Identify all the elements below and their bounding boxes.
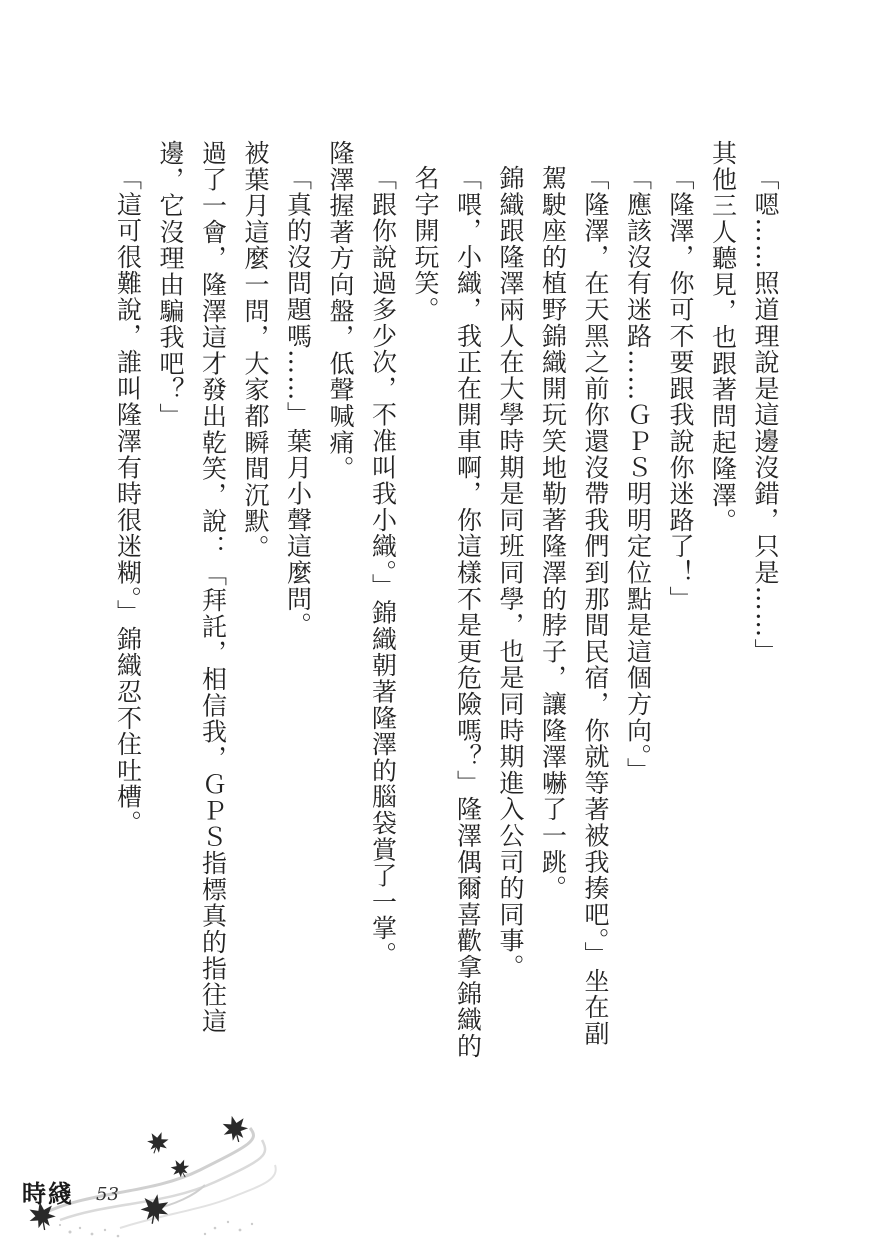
paragraph-7: 「喂，小織，我正在開車啊，你這樣不是更危險嗎？」隆澤偶爾喜歡拿錦織的名字開玩笑。 xyxy=(411,165,483,1060)
paragraph-5: 「隆澤，在天黑之前你還沒帶我們到那間民宿，你就等著被我揍吧。」坐在副駕駛座的植野錦織開玩笑地勒著隆澤的脖子，讓隆澤嚇了一跳。 xyxy=(538,165,610,1047)
paragraph-6: 錦織跟隆澤兩人在大學時期是同班同學，也是同時期進入公司的同事。 xyxy=(496,165,525,981)
paragraph-10: 「真的沒問題嗎……」葉月小聲這麼問。 xyxy=(283,165,313,639)
paragraph-12: 過了一會，隆澤這才發出乾笑，說：「拜託，相信我，ＧＰＳ指標真的指往這邊，它沒理由騙我吧？」 xyxy=(156,140,228,1035)
paragraph-11: 被葉月這麼一問，大家都瞬間沉默。 xyxy=(241,140,270,561)
paragraph-1: 「嗯……照道理說是這邊沒錯，只是……」 xyxy=(751,165,780,665)
paragraph-13: 「這可很難說，誰叫隆澤有時很迷糊。」錦織忍不住吐槽。 xyxy=(113,165,143,837)
page-number: 53 xyxy=(96,1184,119,1205)
book-title: 時綫 xyxy=(22,1180,74,1208)
paragraph-3: 「隆澤，你可不要跟我說你迷路了！」 xyxy=(666,165,695,613)
paragraph-8: 「跟你說過多少次，不准叫我小織。」錦織朝著隆澤的腦袋賞了一掌。 xyxy=(368,165,398,968)
vertical-text-body xyxy=(113,140,786,1070)
paragraph-2: 其他三人聽見，也跟著問起隆澤。 xyxy=(708,140,738,535)
paragraph-9: 隆澤握著方向盤，低聲喊痛。 xyxy=(326,140,355,482)
paragraph-4: 「應該沒有迷路……ＧＰＳ明明定位點是這個方向。」 xyxy=(623,165,653,784)
